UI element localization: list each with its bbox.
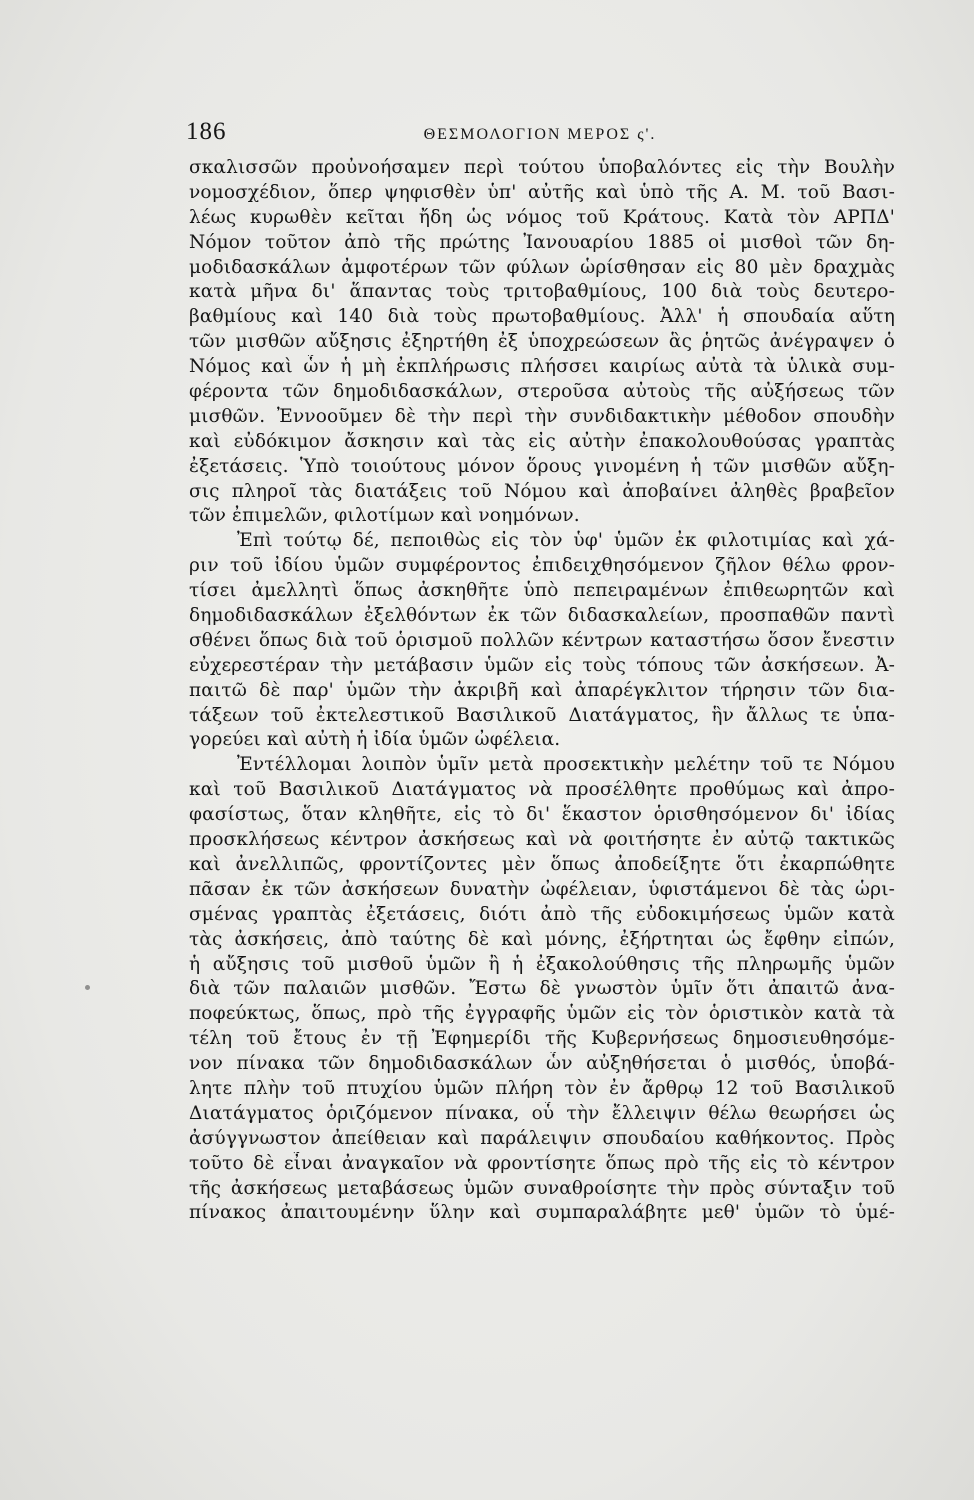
text-line: καὶ τοῦ Βασιλικοῦ Διατάγματος νὰ προσέλθητε προθύμως καὶ ἀπρο- [189, 779, 895, 801]
text-line: μοδιδασκάλων ἀμφοτέρων τῶν φύλων ὡρίσθησαν εἰς 80 μὲν δραχμὰς [189, 256, 895, 278]
text-line: τῆς ἀσκήσεως μεταβάσεως ὑμῶν συναθροίσητε τὴν πρὸς σύνταξιν τοῦ [189, 1177, 895, 1199]
text-line: καὶ ἀνελλιπῶς, φροντίζοντες μὲν ὅπως ἀποδείξητε ὅτι ἐκαρπώθητε [189, 853, 895, 875]
text-line: ποφεύκτως, ὅπως, πρὸ τῆς ἐγγραφῆς ὑμῶν εἰς τὸν ὁριστικὸν κατὰ τὰ [189, 1003, 895, 1025]
text-line: φέροντα τῶν δημοδιδασκάλων, στεροῦσα αὐτοὺς τῆς αὐξήσεως τῶν [189, 381, 895, 403]
text-line: νον πίνακα τῶν δημοδιδασκάλων ὧν αὐξηθήσεται ὁ μισθός, ὑποβά- [189, 1053, 895, 1075]
paragraph-start-line: Ἐντέλλομαι λοιπὸν ὑμῖν μετὰ προσεκτικὴν μελέτην τοῦ τε Νόμου [237, 754, 895, 776]
text-line: Νόμον τοῦτον ἀπὸ τῆς πρώτης Ἰανουαρίου 1885 οἱ μισθοὶ τῶν δη- [189, 231, 895, 253]
text-line: εὐχερεστέραν τὴν μετάβασιν ὑμῶν εἰς τοὺς τόπους τῶν ἀσκήσεων. Ἀ- [189, 654, 895, 676]
text-line: τέλη τοῦ ἔτους ἐν τῇ Ἐφημερίδι τῆς Κυβερνήσεως δημοσιευθησόμε- [189, 1028, 895, 1050]
text-line: λητε πλὴν τοῦ πτυχίου ὑμῶν πλήρη τὸν ἐν ἄρθρῳ 12 τοῦ Βασιλικοῦ [189, 1077, 895, 1099]
text-line: τῶν μισθῶν αὔξησις ἐξηρτήθη ἐξ ὑποχρεώσεων ἃς ῥητῶς ἀνέγραψεν ὁ [189, 331, 895, 353]
text-line: πίνακος ἀπαιτουμένην ὕλην καὶ συμπαραλάβητε μεθ' ὑμῶν τὸ ὑμέ- [189, 1202, 895, 1224]
running-title: ΘΕΣΜΟΛΟΓΙΟΝ ΜΕΡΟΣ ς'. [423, 126, 657, 143]
margin-mark [85, 985, 90, 990]
text-line: σμένας γραπτὰς ἐξετάσεις, διότι ἀπὸ τῆς εὐδοκιμήσεως ὑμῶν κατὰ [189, 903, 895, 925]
text-line: βαθμίους καὶ 140 διὰ τοὺς πρωτοβαθμίους. Ἀλλ' ἡ σπουδαία αὕτη [189, 306, 895, 328]
text-line: φασίστως, ὅταν κληθῆτε, εἰς τὸ δι' ἕκαστον ὁρισθησόμενον δι' ἰδίας [189, 804, 895, 826]
text-line: τοῦτο δὲ εἶναι ἀναγκαῖον νὰ φροντίσητε ὅπως πρὸ τῆς εἰς τὸ κέντρον [189, 1152, 895, 1174]
text-line: ἡ αὔξησις τοῦ μισθοῦ ὑμῶν ἢ ἡ ἐξακολούθησις τῆς πληρωμῆς ὑμῶν [189, 953, 895, 975]
paragraph-start-line: Ἐπὶ τούτῳ δέ, πεποιθὼς εἰς τὸν ὑφ' ὑμῶν ἐκ φιλοτιμίας καὶ χά- [237, 530, 895, 552]
text-line: παιτῶ δὲ παρ' ὑμῶν τὴν ἀκριβῆ καὶ ἀπαρέγκλιτον τήρησιν τῶν δια- [189, 679, 895, 701]
page-header [186, 100, 894, 148]
text-line: λέως κυρωθὲν κεῖται ἤδη ὡς νόμος τοῦ Κράτους. Κατὰ τὸν ΑΡΠΔ' [189, 206, 895, 228]
text-line: κατὰ μῆνα δι' ἅπαντας τοὺς τριτοβαθμίους, 100 διὰ τοὺς δευτερο- [189, 281, 895, 303]
text-line: προσκλήσεως κέντρον ἀσκήσεως καὶ νὰ φοιτήσητε ἐν αὐτῷ τακτικῶς [189, 829, 895, 851]
text-line: ἀσύγγνωστον ἀπείθειαν καὶ παράλειψιν σπουδαίου καθήκοντος. Πρὸς [189, 1127, 895, 1149]
text-line: τάξεων τοῦ ἐκτελεστικοῦ Βασιλικοῦ Διατάγματος, ἣν ἄλλως τε ὑπα- [189, 704, 895, 726]
text-line: καὶ εὐδόκιμον ἄσκησιν καὶ τὰς εἰς αὐτὴν ἐπακολουθούσας γραπτὰς [189, 430, 895, 452]
page-number: 186 [186, 118, 227, 145]
text-line: Νόμος καὶ ὧν ἡ μὴ ἐκπλήρωσις πλήσσει καιρίως αὐτὰ τὰ ὑλικὰ συμ- [189, 356, 895, 378]
text-line: τῶν ἐπιμελῶν, φιλοτίμων καὶ νοημόνων. [189, 505, 580, 527]
text-line: σις πληροῖ τὰς διατάξεις τοῦ Νόμου καὶ ἀποβαίνει ἀληθὲς βραβεῖον [189, 480, 895, 502]
text-line: σθένει ὅπως διὰ τοῦ ὁρισμοῦ πολλῶν κέντρων καταστήσω ὅσον ἔνεστιν [189, 629, 895, 651]
text-line: δημοδιδασκάλων ἐξελθόντων ἐκ τῶν διδασκαλείων, προσπαθῶν παντὶ [189, 605, 895, 627]
text-line: ἐξετάσεις. Ὑπὸ τοιούτους μόνον ὅρους γινομένη ἡ τῶν μισθῶν αὔξη- [189, 455, 895, 477]
text-line: πᾶσαν ἐκ τῶν ἀσκήσεων δυνατὴν ὠφέλειαν, ὑφιστάμενοι δὲ τὰς ὡρι- [189, 878, 895, 900]
text-line: ριν τοῦ ἰδίου ὑμῶν συμφέροντος ἐπιδειχθησόμενον ζῆλον θέλω φρον- [189, 555, 895, 577]
text-line: διὰ τῶν παλαιῶν μισθῶν. Ἔστω δὲ γνωστὸν ὑμῖν ὅτι ἀπαιτῶ ἀνα- [189, 978, 895, 1000]
text-line: γορεύει καὶ αὐτὴ ἡ ἰδία ὑμῶν ὠφέλεια. [189, 729, 561, 751]
text-line: Διατάγματος ὁριζόμενον πίνακα, οὗ τὴν ἔλλειψιν θέλω θεωρήσει ὡς [189, 1102, 895, 1124]
text-line: τὰς ἀσκήσεις, ἀπὸ ταύτης δὲ καὶ μόνης, ἐξήρτηται ὡς ἔφθην εἰπών, [189, 928, 895, 950]
text-line: νομοσχέδιον, ὅπερ ψηφισθὲν ὑπ' αὐτῆς καὶ ὑπὸ τῆς Α. Μ. τοῦ Βασι- [189, 181, 895, 203]
text-line: σκαλισσῶν προὐνοήσαμεν περὶ τούτου ὑποβαλόντες εἰς τὴν Βουλὴν [189, 157, 895, 178]
text-line: μισθῶν. Ἐννοοῦμεν δὲ τὴν περὶ τὴν συνδιδακτικὴν μέθοδον σπουδὴν [189, 405, 895, 427]
text-line: τίσει ἀμελλητὶ ὅπως ἀσκηθῆτε ὑπὸ πεπειραμένων ἐπιθεωρητῶν καὶ [189, 580, 895, 602]
body-text [189, 156, 895, 1226]
